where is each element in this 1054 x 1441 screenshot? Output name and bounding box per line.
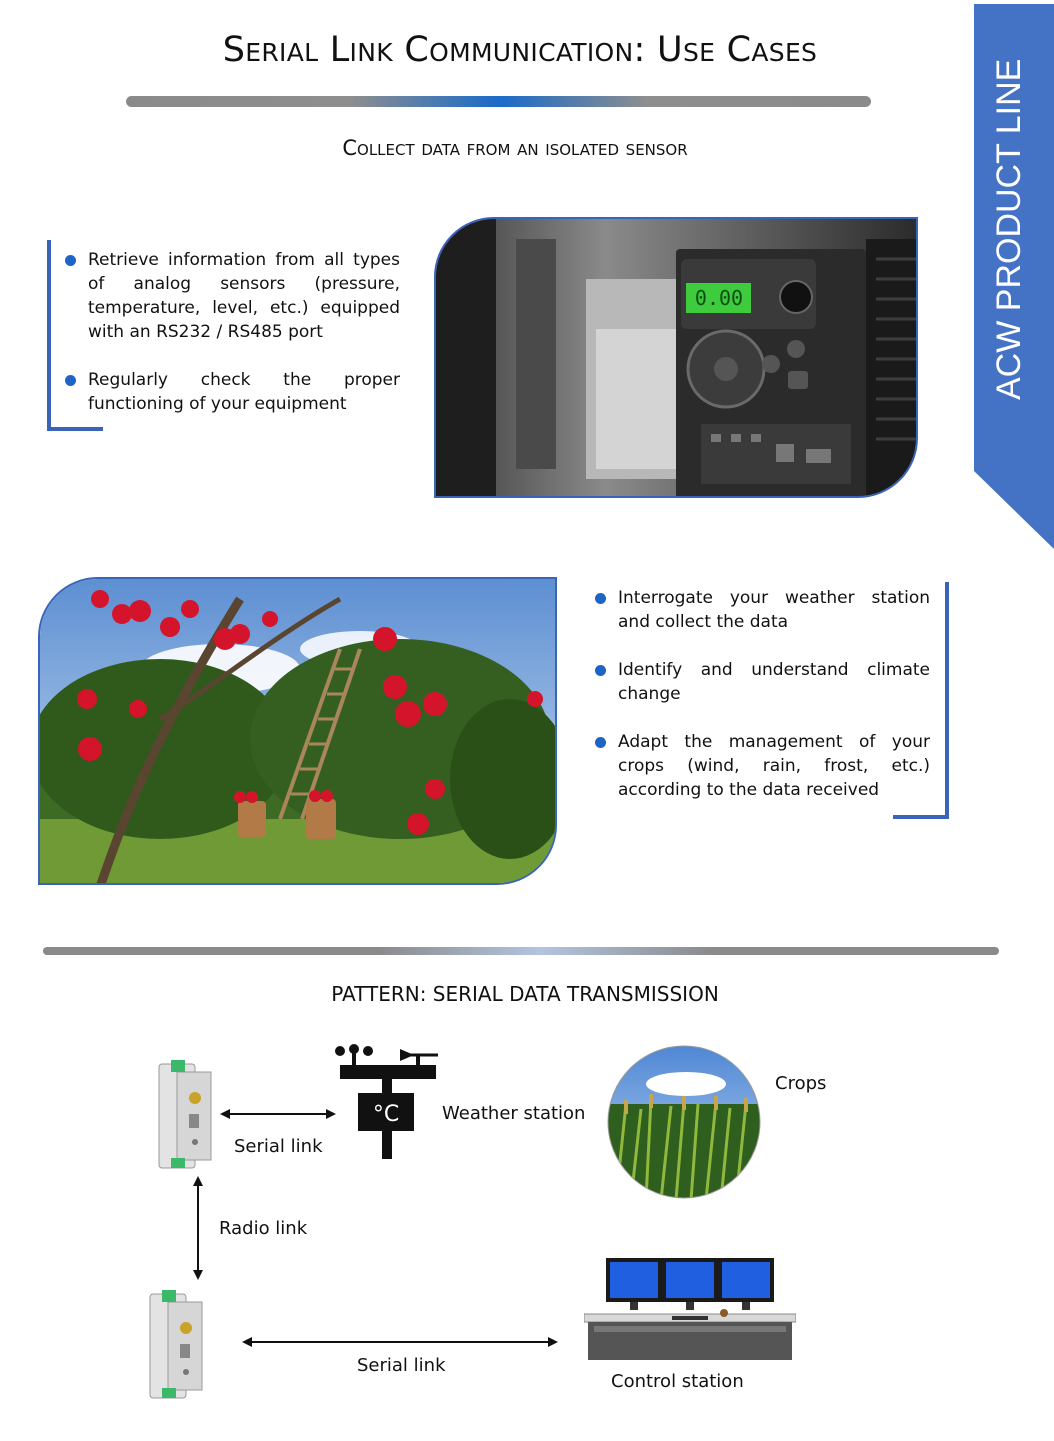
title-divider	[126, 96, 871, 107]
weather-unit-label: °C	[372, 1102, 400, 1127]
list-item: Regularly check the proper functioning of your equipment	[48, 368, 400, 416]
weather-station-icon	[334, 1043, 442, 1161]
bullet-dot	[595, 737, 606, 748]
transmitter-module-top	[155, 1058, 215, 1170]
bullet-dot	[65, 375, 76, 386]
bullet-dot	[595, 665, 606, 676]
bullet-dot	[595, 593, 606, 604]
weather-bullet-list	[578, 586, 930, 826]
list-item: Retrieve information from all types of analog sensors (pressure, temperature, level, etc.) equipped with an RS232 / RS485 port	[48, 248, 400, 344]
ribbon-label: ACW PRODUCT LINE	[990, 58, 1028, 400]
list-item: Adapt the management of your crops (wind, rain, frost, etc.) according to the data received	[578, 730, 930, 802]
serial-link-arrow-bottom	[242, 1334, 558, 1350]
page-title: Serial Link Communication: Use Cases	[222, 30, 818, 70]
serial-link-arrow-top	[220, 1106, 336, 1122]
serial-link-label-bottom: Serial link	[357, 1355, 446, 1376]
bullet-dot	[65, 255, 76, 266]
weather-station-label: Weather station	[442, 1103, 586, 1124]
section-divider	[43, 947, 999, 955]
sensor-bullet-list	[48, 248, 400, 440]
list-item: Interrogate your weather station and collect the data	[578, 586, 930, 634]
section-heading-sensor: Collect data from an isolated sensor	[342, 136, 688, 160]
list-item: Identify and understand climate change	[578, 658, 930, 706]
radio-link-arrow	[190, 1176, 206, 1280]
orchard-photo	[38, 577, 557, 885]
crops-label: Crops	[775, 1073, 827, 1094]
device-display-value: 0.00	[694, 286, 744, 310]
control-station-label: Control station	[611, 1371, 744, 1392]
control-station-icon	[584, 1256, 796, 1362]
serial-link-label-top: Serial link	[234, 1136, 323, 1157]
crops-image	[606, 1044, 762, 1200]
radio-link-label: Radio link	[219, 1218, 308, 1239]
transmitter-module-bottom	[146, 1288, 206, 1400]
drive-device-photo	[434, 217, 918, 498]
diagram-title: PATTERN: SERIAL DATA TRANSMISSION	[331, 982, 719, 1006]
